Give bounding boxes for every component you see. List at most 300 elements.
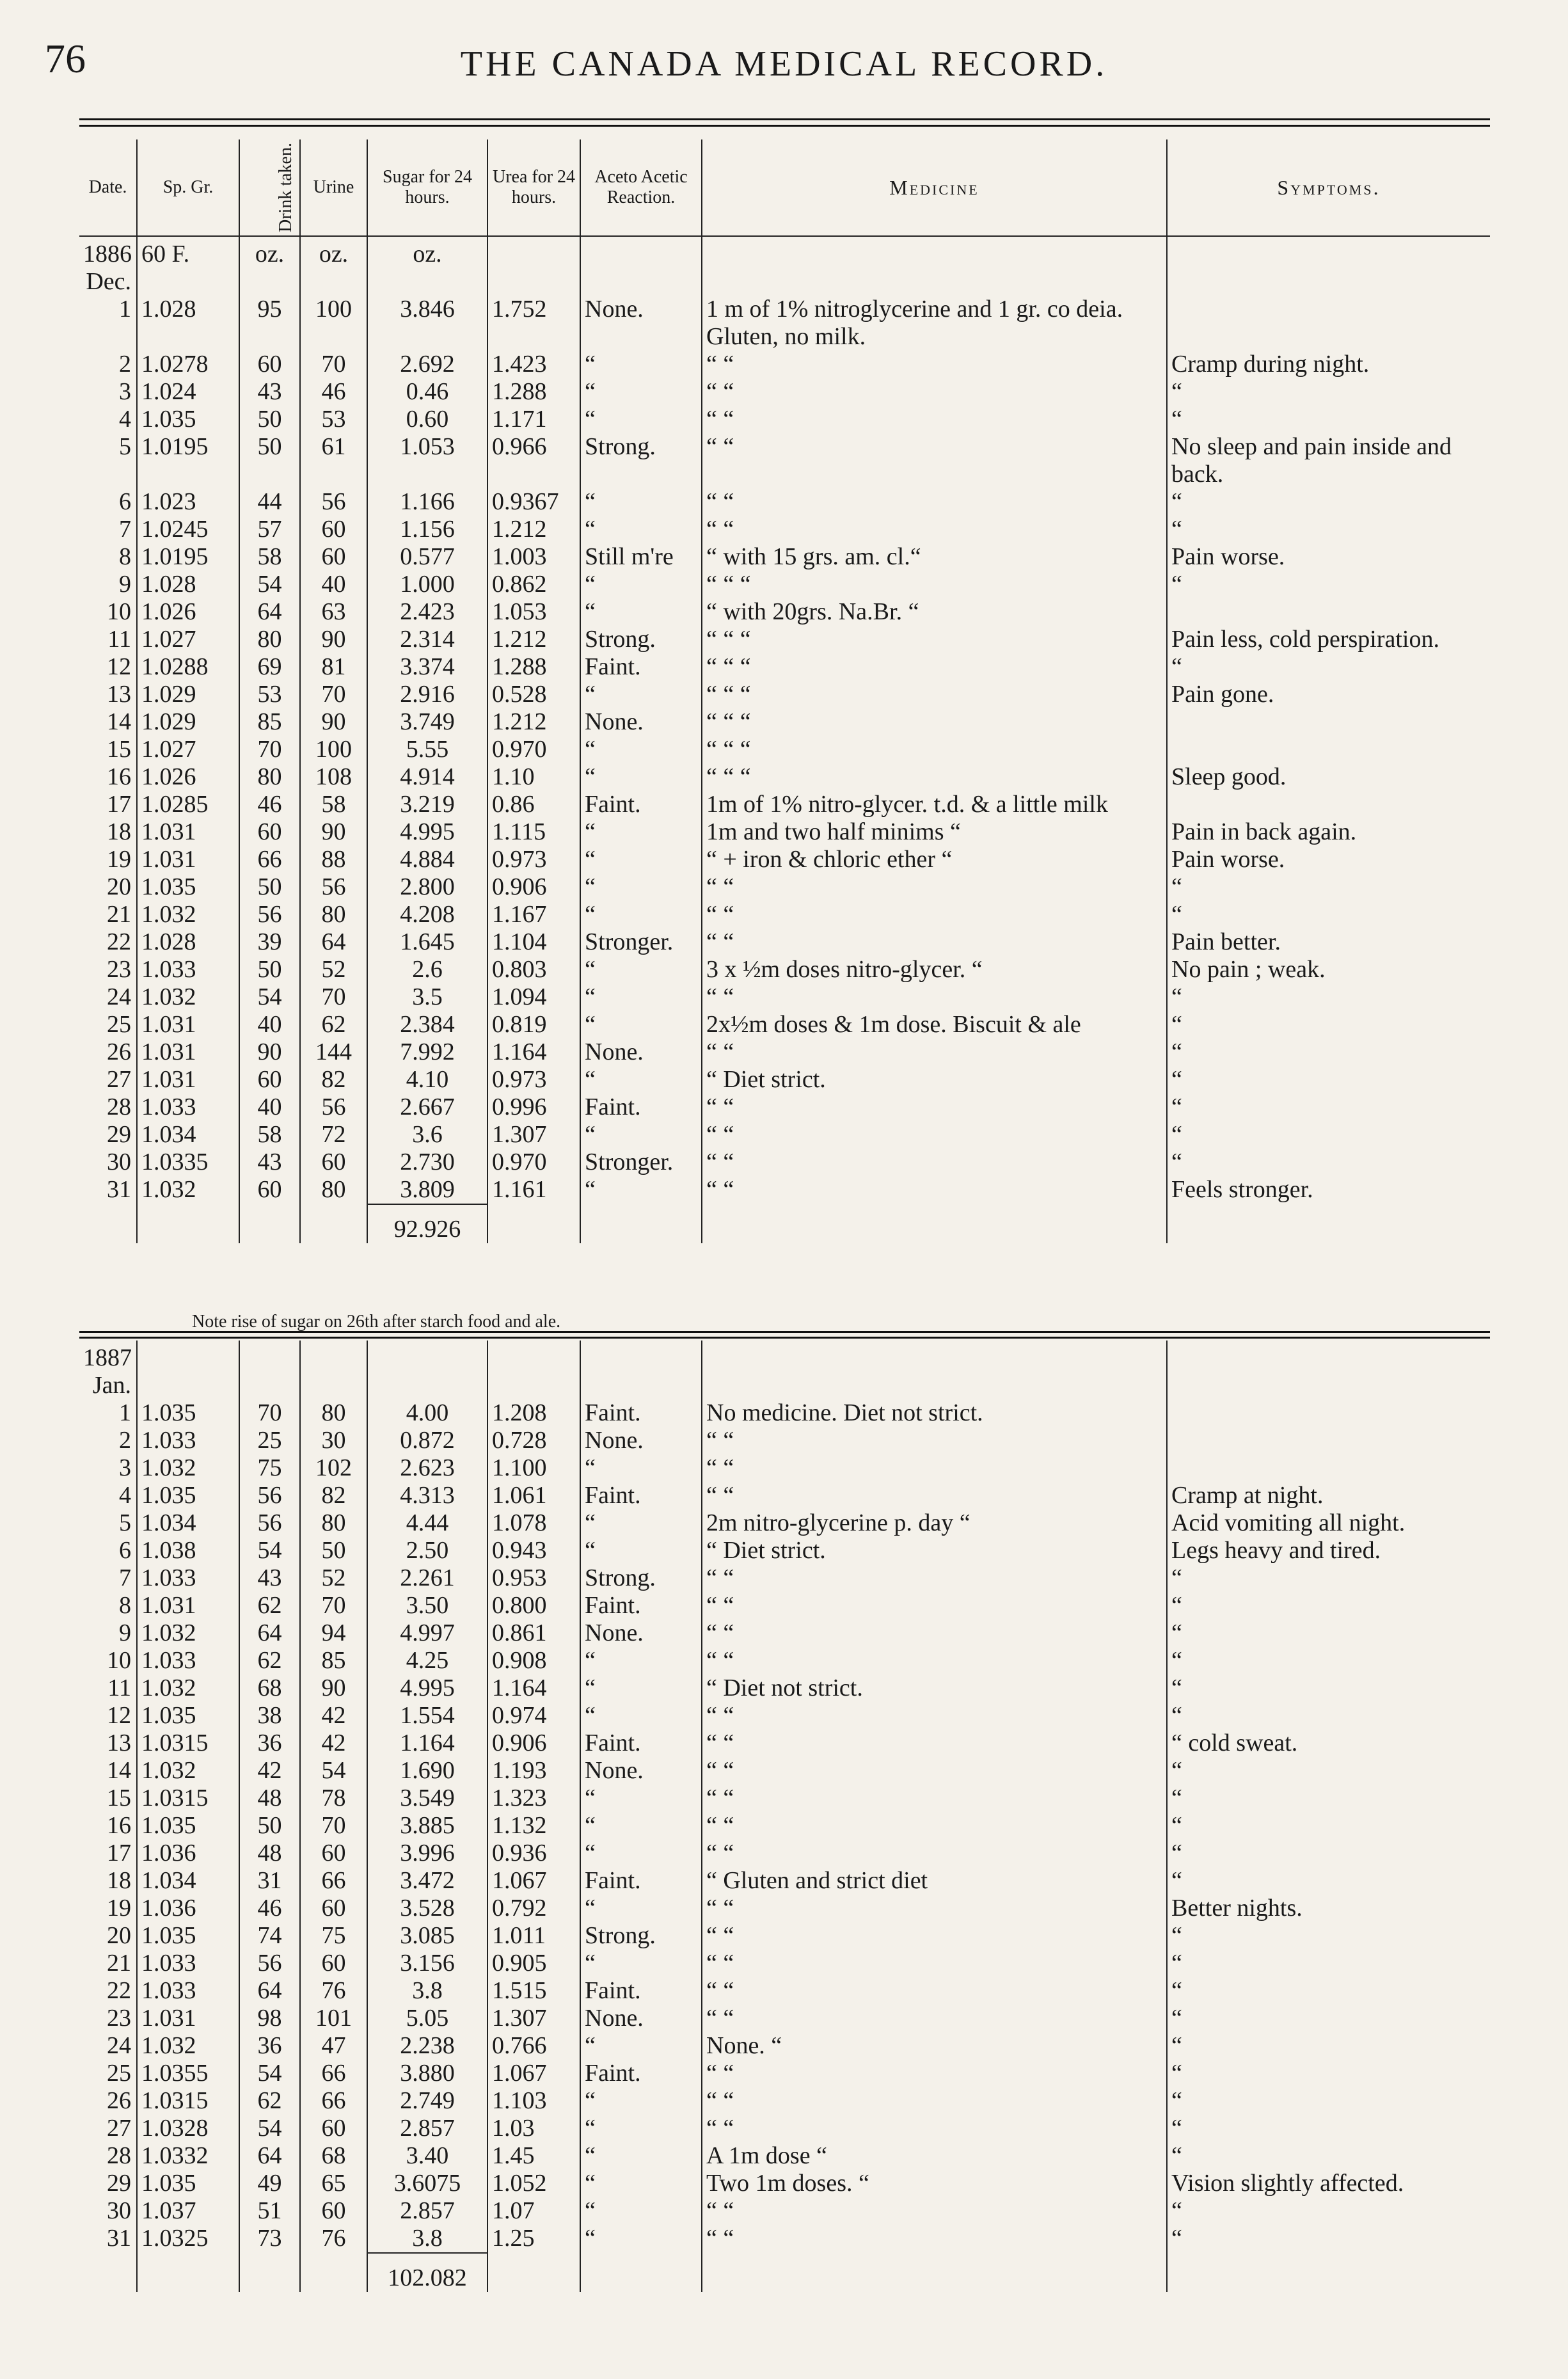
symptoms-cell: Better nights.: [1167, 1895, 1490, 1922]
urea-cell: 0.973: [487, 846, 580, 873]
drink-cell: 39: [239, 928, 300, 956]
symptoms-cell: “: [1167, 1840, 1490, 1867]
symptoms-cell: “: [1167, 378, 1490, 406]
sp-gr-cell: 1.035: [137, 1702, 239, 1730]
sugar-cell: 0.872: [367, 1427, 487, 1454]
table-row: [79, 708, 1490, 736]
urea-cell: 1.115: [487, 818, 580, 846]
date-cell: 15: [107, 736, 131, 763]
aceto-cell: “: [580, 1454, 702, 1482]
symptoms-cell: “: [1167, 1121, 1490, 1149]
aceto-cell: “: [580, 378, 702, 406]
sp-gr-cell: 1.035: [137, 1482, 239, 1509]
drink-cell: 57: [239, 516, 300, 543]
total-row: [79, 2253, 1490, 2292]
aceto-cell: “: [580, 2032, 702, 2060]
urine-cell: 52: [300, 1564, 367, 1592]
date-cell: 27: [107, 2115, 131, 2142]
sugar-cell: 2.6: [367, 956, 487, 983]
sugar-cell: 4.995: [367, 818, 487, 846]
january-body: [79, 1341, 1490, 2292]
aceto-cell: “: [580, 1895, 702, 1922]
medicine-cell: “ Diet not strict.: [702, 1675, 1167, 1702]
date-cell: 14: [107, 708, 131, 735]
table-row: [79, 296, 1490, 351]
urea-cell: 0.906: [487, 873, 580, 901]
sugar-cell: 3.749: [367, 708, 487, 736]
sp-gr-cell: 1.033: [137, 1977, 239, 2005]
medicine-cell: “ “ “: [702, 626, 1167, 653]
table-row: [79, 2115, 1490, 2142]
table-row: [79, 1038, 1490, 1066]
aceto-cell: None.: [580, 296, 702, 351]
symptoms-cell: Pain in back again.: [1167, 818, 1490, 846]
medicine-cell: “ “: [702, 488, 1167, 516]
sp-gr-cell: 1.0332: [137, 2142, 239, 2170]
medicine-cell: “ “: [702, 928, 1167, 956]
aceto-cell: “: [580, 2225, 702, 2253]
drink-cell: 64: [239, 1619, 300, 1647]
sp-gr-cell: 1.031: [137, 2005, 239, 2032]
urea-cell: 1.052: [487, 2170, 580, 2197]
sp-gr-cell: 1.033: [137, 956, 239, 983]
table-row: [79, 598, 1490, 626]
symptoms-cell: “: [1167, 406, 1490, 433]
sp-gr-cell: 1.033: [137, 1427, 239, 1454]
aceto-cell: Strong.: [580, 433, 702, 488]
sp-gr-cell: 1.029: [137, 681, 239, 708]
urea-cell: 1.067: [487, 1867, 580, 1895]
aceto-cell: “: [580, 1812, 702, 1840]
sp-gr-cell: 1.0288: [137, 653, 239, 681]
aceto-cell: “: [580, 1785, 702, 1812]
urine-cell: 70: [300, 681, 367, 708]
sugar-cell: 3.219: [367, 791, 487, 818]
urea-cell: 1.45: [487, 2142, 580, 2170]
aceto-cell: “: [580, 983, 702, 1011]
symptoms-cell: [1167, 1399, 1490, 1427]
table-row: [79, 1702, 1490, 1730]
medicine-cell: “ “: [702, 1454, 1167, 1482]
sugar-cell: 5.05: [367, 2005, 487, 2032]
empty-cell: [702, 1204, 1167, 1243]
date-cell: 28: [107, 1094, 131, 1120]
sp-gr-cell: 1.036: [137, 1840, 239, 1867]
table-row: [79, 2005, 1490, 2032]
urine-cell: 70: [300, 351, 367, 378]
medicine-cell: 2x½m doses & 1m dose. Biscuit & ale: [702, 1011, 1167, 1038]
drink-cell: 43: [239, 378, 300, 406]
sp-gr-cell: 1.0315: [137, 2087, 239, 2115]
urine-cell: 85: [300, 1647, 367, 1675]
sugar-cell: 3.472: [367, 1867, 487, 1895]
drink-cell: 90: [239, 1038, 300, 1066]
date-cell: 21: [107, 1950, 131, 1977]
sp-gr-cell: 1.028: [137, 296, 239, 351]
sugar-total: 92.926: [367, 1204, 487, 1243]
urine-cell: 80: [300, 1399, 367, 1427]
medicine-cell: “ “: [702, 1149, 1167, 1176]
sugar-cell: 4.914: [367, 763, 487, 791]
sp-gr-cell: 1.032: [137, 1454, 239, 1482]
date-cell: 14: [107, 1757, 131, 1784]
urine-cell: 80: [300, 901, 367, 928]
sp-gr-cell: 1.0315: [137, 1785, 239, 1812]
table-row: [79, 2060, 1490, 2087]
sp-gr-cell: 1.035: [137, 1399, 239, 1427]
aceto-cell: “: [580, 846, 702, 873]
sugar-cell: 2.857: [367, 2197, 487, 2225]
medicine-cell: 1m of 1% nitro-glycer. t.d. & a little milk: [702, 791, 1167, 818]
symptoms-cell: “: [1167, 2032, 1490, 2060]
urine-cell: 76: [300, 1977, 367, 2005]
sugar-cell: 4.995: [367, 1675, 487, 1702]
sugar-cell: 3.50: [367, 1592, 487, 1619]
header-sugar: Sugar for 24 hours.: [367, 139, 487, 236]
urea-cell: 1.10: [487, 763, 580, 791]
drink-cell: 48: [239, 1840, 300, 1867]
symptoms-cell: “: [1167, 571, 1490, 598]
table-row: [79, 1066, 1490, 1094]
urine-cell: 102: [300, 1454, 367, 1482]
medicine-cell: 1 m of 1% nitroglycerine and 1 gr. co deia. Gluten, no milk.: [702, 296, 1167, 351]
urea-cell: 1.193: [487, 1757, 580, 1785]
table-row: [79, 1675, 1490, 1702]
urea-cell: 1.515: [487, 1977, 580, 2005]
symptoms-cell: “: [1167, 2142, 1490, 2170]
urine-cell: 52: [300, 956, 367, 983]
aceto-cell: Faint.: [580, 1977, 702, 2005]
sugar-cell: 2.238: [367, 2032, 487, 2060]
urine-cell: 40: [300, 571, 367, 598]
aceto-cell: Stronger.: [580, 1149, 702, 1176]
medicine-cell: “ “: [702, 1922, 1167, 1950]
urea-cell: 1.288: [487, 378, 580, 406]
date-cell: 22: [107, 1977, 131, 2004]
sugar-cell: 3.6075: [367, 2170, 487, 2197]
symptoms-cell: “: [1167, 983, 1490, 1011]
sugar-cell: 1.156: [367, 516, 487, 543]
date-cell: 7: [119, 1564, 131, 1591]
date-cell: 2: [119, 1427, 131, 1454]
empty-cell: [702, 2253, 1167, 2292]
date-cell: 9: [119, 571, 131, 598]
aceto-cell: Faint.: [580, 1482, 702, 1509]
symptoms-cell: “: [1167, 1647, 1490, 1675]
sugar-cell: 4.997: [367, 1619, 487, 1647]
urine-cell: 100: [300, 296, 367, 351]
table-row: [79, 543, 1490, 571]
table-row: [79, 763, 1490, 791]
urea-cell: 1.208: [487, 1399, 580, 1427]
urea-cell: 0.862: [487, 571, 580, 598]
medicine-cell: “ “: [702, 1647, 1167, 1675]
aceto-cell: “: [580, 956, 702, 983]
symptoms-cell: Pain less, cold perspiration.: [1167, 626, 1490, 653]
urea-cell: 1.161: [487, 1176, 580, 1204]
sugar-cell: 3.156: [367, 1950, 487, 1977]
urea-cell: 0.728: [487, 1427, 580, 1454]
drink-cell: 60: [239, 1176, 300, 1204]
drink-cell: 70: [239, 736, 300, 763]
date-cell: 16: [107, 763, 131, 790]
december-body: [79, 236, 1490, 1243]
urine-cell: 60: [300, 516, 367, 543]
drink-cell: 56: [239, 1950, 300, 1977]
table-row: [79, 1454, 1490, 1482]
medicine-cell: “ “ “: [702, 763, 1167, 791]
urine-cell: 60: [300, 1840, 367, 1867]
medicine-cell: “ “: [702, 1038, 1167, 1066]
header-medicine: Medicine: [702, 139, 1167, 236]
unit-drink: oz.: [239, 236, 300, 268]
table-row: [79, 2032, 1490, 2060]
date-cell: 26: [107, 1038, 131, 1065]
date-cell: 19: [107, 1895, 131, 1922]
urea-cell: 0.766: [487, 2032, 580, 2060]
symptoms-cell: “: [1167, 1757, 1490, 1785]
total-row: [79, 1204, 1490, 1243]
date-cell: 18: [107, 818, 131, 845]
drink-cell: 36: [239, 1730, 300, 1757]
symptoms-cell: “: [1167, 2115, 1490, 2142]
drink-cell: 95: [239, 296, 300, 351]
sp-gr-cell: 1.028: [137, 571, 239, 598]
header-urea: Urea for 24 hours.: [487, 139, 580, 236]
aceto-cell: Faint.: [580, 653, 702, 681]
drink-cell: 64: [239, 1977, 300, 2005]
medicine-cell: “ “: [702, 1757, 1167, 1785]
table-row: [79, 1757, 1490, 1785]
sugar-cell: 2.749: [367, 2087, 487, 2115]
sp-gr-cell: 1.035: [137, 406, 239, 433]
aceto-cell: Faint.: [580, 2060, 702, 2087]
urine-cell: 88: [300, 846, 367, 873]
date-cell: 13: [107, 681, 131, 708]
symptoms-cell: [1167, 791, 1490, 818]
aceto-cell: None.: [580, 1038, 702, 1066]
aceto-cell: “: [580, 818, 702, 846]
sugar-cell: 1.053: [367, 433, 487, 488]
symptoms-cell: “: [1167, 1149, 1490, 1176]
urea-cell: 0.974: [487, 1702, 580, 1730]
date-cell: 10: [107, 1647, 131, 1674]
medicine-cell: “ “: [702, 1564, 1167, 1592]
table-row: [79, 626, 1490, 653]
table-row: [79, 1950, 1490, 1977]
urea-cell: 1.03: [487, 2115, 580, 2142]
urine-cell: 81: [300, 653, 367, 681]
table-row: [79, 1011, 1490, 1038]
table-note: Note rise of sugar on 26th after starch food and ale.: [192, 1312, 561, 1332]
medicine-cell: “ “: [702, 351, 1167, 378]
medicine-cell: “ “: [702, 1121, 1167, 1149]
urine-cell: 101: [300, 2005, 367, 2032]
symptoms-cell: [1167, 708, 1490, 736]
urea-cell: 1.103: [487, 2087, 580, 2115]
aceto-cell: None.: [580, 2005, 702, 2032]
symptoms-cell: “: [1167, 1038, 1490, 1066]
aceto-cell: None.: [580, 1427, 702, 1454]
sp-gr-cell: 1.031: [137, 846, 239, 873]
urine-cell: 60: [300, 2197, 367, 2225]
urea-cell: 1.25: [487, 2225, 580, 2253]
medicine-cell: “ with 15 grs. am. cl.“: [702, 543, 1167, 571]
drink-cell: 50: [239, 956, 300, 983]
year-cell: 1886: [83, 241, 132, 267]
year-cell: 1887: [83, 1344, 132, 1371]
drink-cell: 58: [239, 543, 300, 571]
urea-cell: 1.212: [487, 626, 580, 653]
urea-cell: 0.803: [487, 956, 580, 983]
sp-gr-cell: 1.027: [137, 736, 239, 763]
header-date: Date.: [79, 139, 137, 236]
symptoms-cell: Pain worse.: [1167, 846, 1490, 873]
aceto-cell: Faint.: [580, 1867, 702, 1895]
sugar-cell: 1.000: [367, 571, 487, 598]
aceto-cell: “: [580, 763, 702, 791]
aceto-cell: Strong.: [580, 1564, 702, 1592]
urea-cell: 1.003: [487, 543, 580, 571]
empty-cell: [239, 2253, 300, 2292]
date-cell: 12: [107, 653, 131, 680]
sugar-cell: 3.085: [367, 1922, 487, 1950]
sp-gr-cell: 1.0328: [137, 2115, 239, 2142]
urine-cell: 56: [300, 873, 367, 901]
date-cell: 3: [119, 378, 131, 405]
urine-cell: 42: [300, 1702, 367, 1730]
urine-cell: 46: [300, 378, 367, 406]
urine-cell: 64: [300, 928, 367, 956]
sugar-cell: 0.60: [367, 406, 487, 433]
drink-cell: 44: [239, 488, 300, 516]
drink-cell: 25: [239, 1427, 300, 1454]
table-row: [79, 378, 1490, 406]
empty-cell: [580, 2253, 702, 2292]
sp-gr-cell: 1.032: [137, 901, 239, 928]
symptoms-cell: “: [1167, 1922, 1490, 1950]
empty-cell: [137, 1204, 239, 1243]
sugar-cell: 2.916: [367, 681, 487, 708]
sp-gr-cell: 1.032: [137, 1757, 239, 1785]
drink-cell: 50: [239, 433, 300, 488]
symptoms-cell: Acid vomiting all night.: [1167, 1509, 1490, 1537]
drink-cell: 50: [239, 873, 300, 901]
symptoms-cell: Pain better.: [1167, 928, 1490, 956]
medicine-cell: “ “: [702, 2197, 1167, 2225]
table-row: [79, 516, 1490, 543]
symptoms-cell: “: [1167, 2225, 1490, 2253]
table-row: [79, 571, 1490, 598]
urine-cell: 70: [300, 1592, 367, 1619]
december-table: [79, 139, 1490, 1243]
sugar-cell: 3.846: [367, 296, 487, 351]
drink-cell: 60: [239, 818, 300, 846]
sp-gr-cell: 1.032: [137, 1619, 239, 1647]
symptoms-cell: “: [1167, 1785, 1490, 1812]
drink-cell: 43: [239, 1149, 300, 1176]
sugar-cell: 3.6: [367, 1121, 487, 1149]
table-row: [79, 1094, 1490, 1121]
sp-gr-cell: 1.034: [137, 1509, 239, 1537]
medicine-cell: “ Diet strict.: [702, 1537, 1167, 1564]
aceto-cell: “: [580, 598, 702, 626]
sugar-cell: 2.423: [367, 598, 487, 626]
urine-cell: 56: [300, 488, 367, 516]
year-row: [79, 1341, 1490, 1372]
aceto-cell: “: [580, 2115, 702, 2142]
urine-cell: 80: [300, 1176, 367, 1204]
sp-gr-cell: 1.032: [137, 2032, 239, 2060]
date-cell: 21: [107, 901, 131, 928]
empty-cell: [300, 1204, 367, 1243]
date-cell: 30: [107, 2197, 131, 2224]
sugar-cell: 1.164: [367, 1730, 487, 1757]
sugar-cell: 4.00: [367, 1399, 487, 1427]
date-cell: 10: [107, 598, 131, 625]
drink-cell: 66: [239, 846, 300, 873]
empty-cell: [1167, 1204, 1490, 1243]
empty-cell: [300, 2253, 367, 2292]
urine-cell: 68: [300, 2142, 367, 2170]
date-cell: 13: [107, 1730, 131, 1756]
drink-cell: 36: [239, 2032, 300, 2060]
medicine-cell: “ “: [702, 516, 1167, 543]
aceto-cell: “: [580, 516, 702, 543]
urea-cell: 1.053: [487, 598, 580, 626]
symptoms-cell: “: [1167, 873, 1490, 901]
drink-cell: 80: [239, 763, 300, 791]
table-row: [79, 1977, 1490, 2005]
aceto-cell: “: [580, 736, 702, 763]
urine-cell: 53: [300, 406, 367, 433]
date-cell: 5: [119, 1509, 131, 1536]
table-row: [79, 901, 1490, 928]
sugar-cell: 3.374: [367, 653, 487, 681]
unit-sugar: oz.: [367, 236, 487, 268]
sp-gr-cell: 1.034: [137, 1121, 239, 1149]
symptoms-cell: “: [1167, 1564, 1490, 1592]
symptoms-cell: “: [1167, 2197, 1490, 2225]
month-cell: Jan.: [92, 1372, 131, 1399]
urine-cell: 78: [300, 1785, 367, 1812]
table-row: [79, 1840, 1490, 1867]
january-table: [79, 1341, 1490, 2292]
medicine-cell: A 1m dose “: [702, 2142, 1167, 2170]
top-rule: [79, 118, 1490, 120]
drink-cell: 54: [239, 983, 300, 1011]
urea-cell: 0.528: [487, 681, 580, 708]
drink-cell: 49: [239, 2170, 300, 2197]
drink-cell: 53: [239, 681, 300, 708]
symptoms-cell: [1167, 736, 1490, 763]
drink-cell: 73: [239, 2225, 300, 2253]
date-cell: 1: [119, 296, 131, 322]
urine-cell: 60: [300, 1950, 367, 1977]
drink-cell: 54: [239, 2060, 300, 2087]
symptoms-cell: Sleep good.: [1167, 763, 1490, 791]
sp-gr-cell: 1.026: [137, 598, 239, 626]
sp-gr-cell: 1.032: [137, 1675, 239, 1702]
date-cell: 7: [119, 516, 131, 543]
drink-cell: 54: [239, 571, 300, 598]
drink-cell: 43: [239, 1564, 300, 1592]
medicine-cell: “ “: [702, 983, 1167, 1011]
sugar-cell: 4.884: [367, 846, 487, 873]
sp-gr-cell: 1.0315: [137, 1730, 239, 1757]
sp-gr-cell: 1.031: [137, 818, 239, 846]
month-row: [79, 268, 1490, 296]
